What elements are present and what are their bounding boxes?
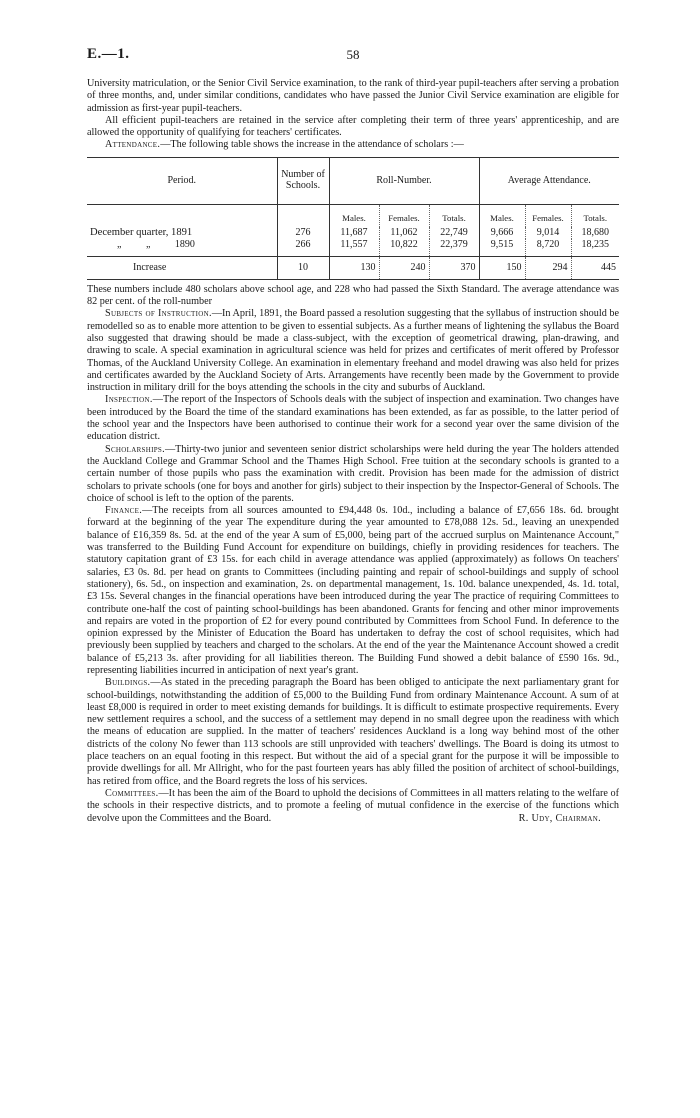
finance-heading: Finance. <box>105 505 143 517</box>
row-avg-totals: 18,680 <box>571 227 619 239</box>
row-roll-males: 11,557 <box>329 239 379 257</box>
buildings-heading: Buildings. <box>105 677 151 689</box>
attendance-heading: Attendance. <box>105 139 161 151</box>
row-roll-females: 10,822 <box>379 239 429 257</box>
page-number: 58 <box>346 47 360 62</box>
subheader-roll-females: Females. <box>379 204 429 227</box>
row-avg-totals: 18,235 <box>571 239 619 257</box>
table-header-row <box>87 157 619 204</box>
table-row <box>87 227 619 239</box>
row-period: „ „ 1890 <box>117 238 195 250</box>
table-subheader-row <box>87 204 619 227</box>
paragraph-after-table: These numbers include 480 scholars above school age, and 228 who had passed the Sixth Standard. The average attendance was 82 per cent. of the roll-number <box>87 283 619 308</box>
subheader-avg-females: Females. <box>525 204 571 227</box>
row-roll-females: 11,062 <box>379 227 429 239</box>
increase-roll-totals: 370 <box>429 256 479 279</box>
increase-roll-females: 240 <box>379 256 429 279</box>
subheader-avg-totals: Totals. <box>571 204 619 227</box>
paragraph-attendance <box>87 139 619 151</box>
finance-text: —The receipts from all sources amounted to £94,448 0s. 10d., including a balance of £7,656 18s. 6d. brought forward at the beginning of the year The expenditure during the year amounted to £78,088 12s. 5d., leaving an unexpended balance of £16,359 8s. 5d. at the end of the year A sum of £5,000, being part of the accrued surplus on Maintenance Account," was transferred to the Building Fund Account for expenditure on buildings, chiefly in providing residences for teachers. The statutory capitation grant of £3 15s. for each child in average attendance was applied (approximately) as follows On teachers' salaries, £3 0s. 8d. per head on grants to Committees (including painting and repair of school-buildings and supply of school stationery), 6s. 5d., on inspection and examination, 2s. on departmental management, 1s. 10d. balance unexpended, 4s. 1d. total, £3 15s. Several changes in the financial operations have been introduced during the year The practice of requiring Committees to contribute one-half the cost of painting school-buildings has been abandoned. Grants for fencing and other minor improvements and repairs are voted in the proportion of £2 for every pound contributed by Committees from School Fund. In deference to the opinion expressed by the Minister of Education the Board has undertaken to defray the cost of school requisites, which had previously been supplied by teachers and charged to the scholars. At the end of the year the Maintenance Account showed a credit balance of £5,213 3s. after providing for all liabilities thereon. The Building Fund showed a debit balance of £590 16s. 9d., representing liabilities incurred in anticipation of next year's grant. <box>87 505 619 676</box>
row-period: December quarter, 1891 <box>90 226 193 238</box>
header-period: Period. <box>167 174 197 186</box>
header-schools: Number of Schools. <box>277 157 329 204</box>
subheader-roll-males: Males. <box>329 204 379 227</box>
signature: R. Udy, Chairman. <box>518 812 601 824</box>
row-avg-males: 9,515 <box>479 239 525 257</box>
row-avg-females: 8,720 <box>525 239 571 257</box>
paragraph-retention: All efficient pupil-teachers are retained in the service after completing their term of three years' apprenticeship, and are allowed the opportunity of qualifying for teachers' certificates. <box>87 114 619 139</box>
paragraph-subjects <box>87 308 619 394</box>
increase-roll-males: 130 <box>329 256 379 279</box>
table-row <box>87 239 619 257</box>
row-roll-males: 11,687 <box>329 227 379 239</box>
increase-label: Increase <box>133 261 167 273</box>
row-schools: 276 <box>277 227 329 239</box>
paragraph-finance <box>87 505 619 677</box>
row-avg-females: 9,014 <box>525 227 571 239</box>
attendance-text: —The following table shows the increase in the attendance of scholars :— <box>160 139 464 151</box>
subjects-text: —In April, 1891, the Board passed a resolution suggesting that the syllabus of instruction should be remodelled so as to enable more attention to be given to essential subjects. As a further means of lightening the syllabus the Board also suggested that drawing should be made a class-subject, with the exception of geometrical drawing, plan-drawing, and drawing to scale. A special examination in agricultural science was held for prizes and certificates of merit offered by Professor Thomas, of the Auckland University College. An examination in elementary freehand and model drawing was also held for prizes and certificates awarded by the Auckland Society of Arts. Arrangements have recently been made by the Government to provide instruction in military drill for the boys attending the schools in the city and suburbs of Auckland. <box>87 308 619 394</box>
header-roll-number: Roll-Number. <box>329 157 479 204</box>
paragraph-inspection <box>87 394 619 443</box>
document-code: E.—1. <box>87 46 130 62</box>
header-average-attendance: Average Attendance. <box>479 157 619 204</box>
scholarships-text: —Thirty-two junior and seventeen senior district scholarships were held during the year The holders attended the Auckland College and Grammar School and the Thames High School. Free tuition at the secondary schools is granted to a certain number of those pupils who pass the examination with credit. Provision has been made for the admission of district scholars to private schools (one for boys and another for girls) subject to their inspection by the Inspector-General of Schools. The choice of school is left to the option of the parents. <box>87 443 619 504</box>
paragraph-scholarships <box>87 444 619 505</box>
attendance-table <box>87 157 619 280</box>
increase-avg-females: 294 <box>525 256 571 279</box>
committees-heading: Committees. <box>105 787 159 799</box>
table-row-increase <box>87 256 619 279</box>
paragraph-buildings <box>87 677 619 788</box>
increase-avg-males: 150 <box>479 256 525 279</box>
increase-schools: 10 <box>277 256 329 279</box>
scholarships-heading: Scholarships. <box>105 443 165 455</box>
row-schools: 266 <box>277 239 329 257</box>
document-page <box>87 48 619 825</box>
buildings-text: —As stated in the preceding paragraph the Board has been obliged to anticipate the next parliamentary grant for school-buildings, notwithstanding the addition of £5,000 to the Building Fund from ordinary Maintenance Account. A sum of at least £8,000 is required in order to meet existing demands for buildings. It is difficult to estimate prospective requirements. Every new settlement requires a school, and the success of a settlement may depend in no small degree upon the readiness with which the means of education are supplied. In the matter of teachers' residences Auckland is a long way behind most of the other districts of the colony No fewer than 113 schools are still unprovided with teachers' dwellings. The Board is doing its utmost to place teachers on an equal footing in this respect. But without the aid of a special grant for the purpose it will be impossible to provide dwellings for all. Mr Allright, who for the past fourteen years has ably filled the position of architect of school-buildings, has retired from office, and the Board regrets the loss of his services. <box>87 677 619 787</box>
page-header <box>87 48 619 78</box>
inspection-heading: Inspection. <box>105 394 153 406</box>
inspection-text: —The report of the Inspectors of Schools deals with the subject of inspection and examination. Two changes have been introduced by the Board the time of the standard examinations has been extended, as far as possible, to the latter period of the school year and the Inspectors have been authorised to continue their work for a second year over the same division of the education district. <box>87 394 619 443</box>
committees-text: —It has been the aim of the Board to uphold the decisions of Committees in all matters relating to the welfare of the schools in their respective districts, and to promote a feeling of mutual confidence in the exercise of the functions which devolve upon the Committees and the Board. <box>87 787 619 824</box>
paragraph-pupil-teachers: University matriculation, or the Senior Civil Service examination, to the rank of third-year pupil-teachers after serving a probation of three months, and, under similar conditions, candidates who have passed the Junior Civil Service examination are eligible for admission as first-year pupil-teachers. <box>87 78 619 114</box>
subheader-avg-males: Males. <box>479 204 525 227</box>
row-avg-males: 9,666 <box>479 227 525 239</box>
subjects-heading: Subjects of Instruction. <box>105 308 212 320</box>
row-roll-totals: 22,379 <box>429 239 479 257</box>
row-roll-totals: 22,749 <box>429 227 479 239</box>
subheader-roll-totals: Totals. <box>429 204 479 227</box>
increase-avg-totals: 445 <box>571 256 619 279</box>
